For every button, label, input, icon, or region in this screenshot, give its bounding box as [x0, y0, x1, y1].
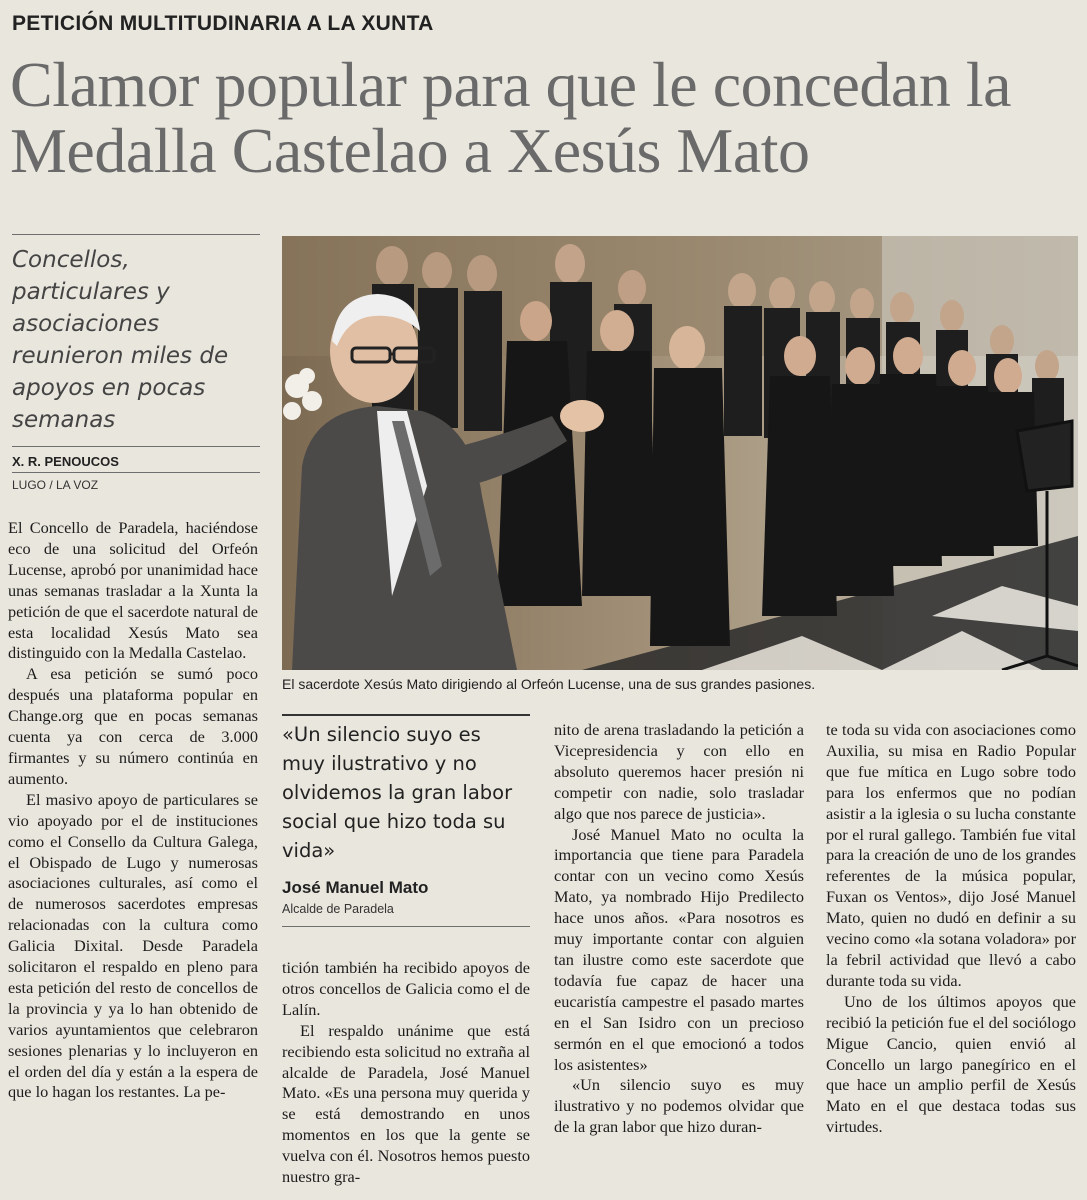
- body-column-1: [8, 518, 258, 1200]
- photo-caption: El sacerdote Xesús Mato dirigiendo al Orfeón Lucense, una de sus grandes pasiones.: [282, 676, 816, 692]
- choir-photo: [282, 236, 1078, 670]
- headline: Clamor popular para que le concedan la Medalla Castelao a Xesús Mato: [10, 49, 1011, 186]
- body-column-2: [282, 958, 530, 1200]
- body-paragraph: tición también ha recibido apoyos de otros concellos de Galicia como el de Lalín.: [282, 958, 530, 1019]
- body-paragraph: te toda su vida con asociaciones como Auxilia, su misa en Radio Popular que fue mítica en Lugo sobre todo para los enfermos que no podían asistir a la iglesia o su lucha constante por el rural gallego. También fue vital para la creación de uno de los grandes referentes de la música popular, Fuxan os Ventos», dijo José Manuel Mato, quien no dudó en definir a su vecino como «la sotana voladora» por la febril actividad que llevó a cabo durante toda su vida.: [826, 720, 1076, 990]
- byline-top-rule: [12, 446, 260, 447]
- dateline: LUGO / LA VOZ: [12, 478, 99, 492]
- subhead-top-rule: [12, 234, 260, 235]
- byline: X. R. PENOUCOS: [12, 454, 119, 469]
- pullquote-bottom-rule: [282, 926, 530, 927]
- kicker: PETICIÓN MULTITUDINARIA A LA XUNTA: [12, 12, 434, 35]
- body-paragraph: Uno de los últimos apoyos que recibió la petición fue el del sociólogo Migue Cancio, quien envió al Concello un largo panegírico en el que hace un amplio perfil de Xesús Mato en el que destaca todas sus virtudes.: [826, 991, 1076, 1137]
- byline-bottom-rule: [12, 472, 260, 473]
- body-paragraph: El respaldo unánime que está recibiendo esta solicitud no extraña al alcalde de Paradela, José Manuel Mato. «Es una persona muy querida y se está demostrando en unos momentos en los que la gente se vuelva con él. Nosotros hemos puesto nuestro gra-: [282, 1020, 530, 1187]
- body-paragraph: A esa petición se sumó poco después una plataforma popular en Change.org que en pocas semanas cuenta ya con cerca de 3.000 firmantes y su número continúa en aumento.: [8, 664, 258, 788]
- body-column-3: [554, 720, 804, 1200]
- body-paragraph: El masivo apoyo de particulares se vio apoyado por el de instituciones como el Consello da Cultura Galega, el Obispado de Lugo y numerosas asociaciones culturales, así como el de numerosos sacerdotes empresas relacionadas con la cultura como Galicia Dixital. Desde Paradela solicitaron el respaldo en pleno para esta petición del resto de concellos de la provincia y ya lo han obtenido de varios ayuntamientos que celebraron sesiones plenarias y lo incluyeron en el orden del día y están a la espera de que lo hagan los restantes. La pe-: [8, 789, 258, 1102]
- subheadline: Concellos, particulares y asociaciones reunieron miles de apoyos en pocas semanas: [12, 247, 229, 433]
- body-paragraph: El Concello de Paradela, haciéndose eco de una solicitud del Orfeón Lucense, aprobó por unanimidad hace unas semanas trasladar a la Xunta la petición de que el sacerdote natural de esta localidad Xesús Mato sea distinguido con la Medalla Castelao.: [8, 518, 258, 663]
- body-paragraph: nito de arena trasladando la petición a Vicepresidencia y con ello en absoluto queremos hacer presión ni competir con nadie, solo trasladar algo que nos parece de justicia».: [554, 720, 804, 823]
- body-paragraph: José Manuel Mato no oculta la importancia que tiene para Paradela contar con un vecino como Xesús Mato, ya nombrado Hijo Predilecto hace unos años. «Para nosotros es muy importante contar con alguien tan ilustre como este sacerdote que todavía fue capaz de hacer una eucaristía campestre el pasado martes en el San Isidro con un precioso sermón en el que emocionó a todos los asistentes»: [554, 824, 804, 1074]
- pullquote-top-rule: [282, 714, 530, 716]
- choir-photo-image: [282, 236, 1078, 670]
- body-paragraph: «Un silencio suyo es muy ilustrativo y no podemos olvidar que de la gran labor que hizo duran-: [554, 1075, 804, 1137]
- pullquote-text: «Un silencio suyo es muy ilustrativo y no olvidemos la gran labor social que hizo toda su vida»: [282, 723, 513, 862]
- body-column-4: [826, 720, 1076, 1200]
- pullquote-role: Alcalde de Paradela: [282, 902, 394, 916]
- pullquote-author: José Manuel Mato: [282, 878, 429, 897]
